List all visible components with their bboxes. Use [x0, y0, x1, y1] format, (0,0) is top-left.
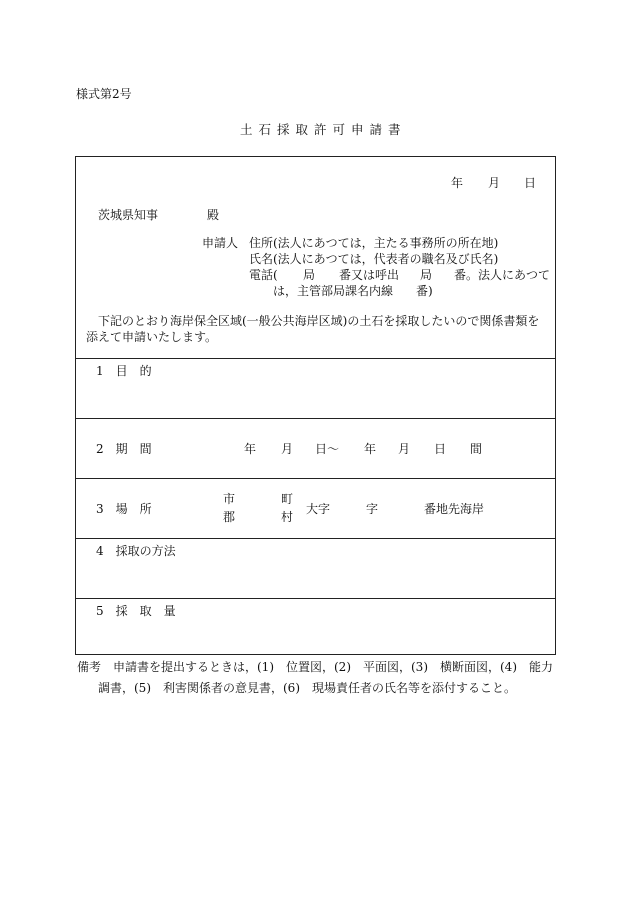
row-divider — [76, 538, 555, 539]
row-amount-label: 5 採 取 量 — [96, 604, 176, 618]
row-divider — [76, 418, 555, 419]
row-divider — [76, 358, 555, 359]
location-town: 町 — [281, 492, 294, 506]
applicant-name: 氏名(法人にあつては，代表者の職名及び氏名) — [249, 252, 499, 266]
location-village: 村 — [281, 510, 294, 524]
remarks-line-2: 調書，(5) 利害関係者の意見書，(6) 現場責任者の氏名等を添付すること。 — [98, 681, 516, 695]
location-banchi: 番地先海岸 — [424, 502, 485, 516]
phone-ban-1: 番又は呼出 — [339, 268, 400, 282]
location-city: 市 — [223, 492, 236, 506]
statement-line-1: 下記のとおり海岸保全区域(一般公共海岸区域)の土石を採取したいので関係書類を — [98, 314, 540, 328]
row-divider — [76, 598, 555, 599]
row-method-label: 4 採取の方法 — [96, 544, 176, 558]
period-year-1: 年 — [244, 442, 257, 456]
date-day: 日 — [524, 176, 537, 190]
phone-label: 電話( — [249, 268, 278, 282]
period-year-2: 年 — [364, 442, 377, 456]
period-day-1: 日～ — [315, 442, 340, 456]
form-table — [75, 156, 556, 655]
phone-line-2: は，主管部局課名内線 — [273, 284, 394, 298]
statement-line-2: 添えて申請いたします。 — [86, 330, 218, 344]
period-month-2: 月 — [398, 442, 411, 456]
applicant-label: 申請人 — [202, 236, 239, 250]
period-between: 間 — [470, 442, 483, 456]
phone-ban-2: 番。法人にあつて — [454, 268, 551, 282]
location-oaza: 大字 — [306, 502, 331, 516]
page-title: 土石採取許可申請書 — [240, 122, 407, 137]
date-year: 年 — [451, 176, 464, 190]
remarks-line-1: 申請書を提出するときは，(1) 位置図，(2) 平面図，(3) 横断面図，(4) 能力 — [113, 660, 553, 674]
phone-kyoku-2: 局 — [420, 268, 433, 282]
phone-ban-3: 番) — [416, 284, 433, 298]
applicant-address: 住所(法人にあつては，主たる事務所の所在地) — [249, 236, 499, 250]
date-month: 月 — [488, 176, 501, 190]
location-county: 郡 — [223, 510, 236, 524]
addressee-honorific: 殿 — [207, 208, 220, 222]
row-location-label: 3 場 所 — [96, 502, 152, 516]
period-month-1: 月 — [281, 442, 294, 456]
phone-kyoku-1: 局 — [303, 268, 316, 282]
row-period-label: 2 期 間 — [96, 442, 152, 456]
location-aza: 字 — [366, 502, 379, 516]
row-purpose-label: 1 目 的 — [96, 364, 152, 378]
row-divider — [76, 478, 555, 479]
form-number: 様式第2号 — [76, 87, 132, 101]
addressee-name: 茨城県知事 — [98, 208, 159, 222]
period-day-2: 日 — [434, 442, 447, 456]
remarks-label: 備考 — [77, 660, 102, 674]
